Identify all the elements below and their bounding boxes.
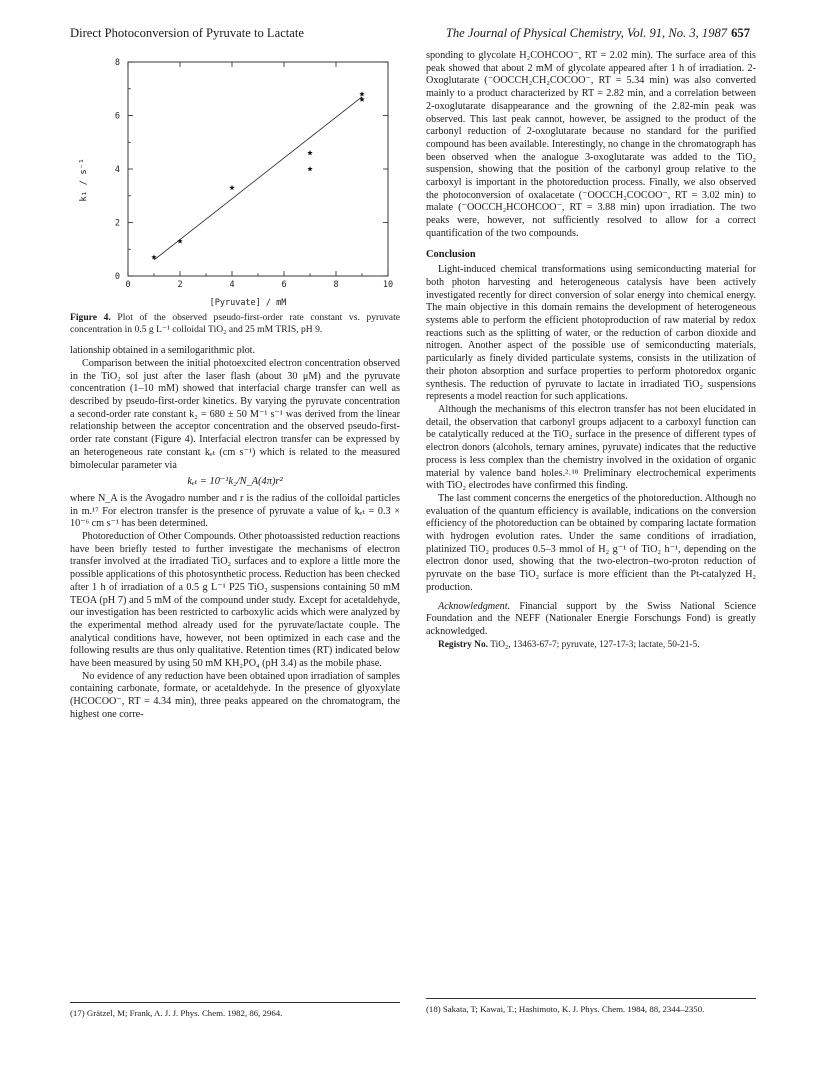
- data-point: [307, 166, 312, 171]
- running-title: Direct Photoconversion of Pyruvate to Lactate: [70, 26, 304, 40]
- star-marker: [307, 166, 312, 171]
- equation: kₑₜ = 10⁻¹k₂/N_A(4π)r²: [187, 476, 283, 488]
- journal-citation: [446, 26, 750, 41]
- data-point: [307, 150, 312, 155]
- paragraph: The last comment concerns the energetics of the photoreduction. Although no evaluation of the quantum efficiency is available, indications on the conversion efficiency of the photoreduction can be obtained by comparing lactate formation with hydrogen evolution rates. Under the same conditions of irradiation, platinized TiO₂ produces 0.5–3 mmol of H₂ g⁻¹ of TiO₂ h⁻¹, depending on the electron donor used, showing that the two-electron–two-proton reduction of pyruvate on the base TiO₂ surface is more efficient than the Pt-catalyzed H₂ production.: [426, 492, 756, 593]
- registry-label: Registry No.: [438, 639, 488, 650]
- regression-line: [154, 97, 362, 260]
- journal-name: The Journal of Physical Chemistry, Vol. 91, No. 3, 1987: [445, 26, 728, 40]
- star-marker: [229, 185, 234, 190]
- figure-caption: [70, 312, 400, 335]
- x-tick-label: 10: [382, 280, 394, 290]
- running-header: [70, 26, 750, 42]
- figure-caption-label: Figure 4.: [70, 312, 111, 323]
- acknowledgment: [426, 601, 756, 639]
- rate-constant-chart: [70, 50, 400, 312]
- paragraph: Photoreduction of Other Compounds. Other photoassisted reduction reactions have been briefly tested to further investigate the mechanisms of electron transfer involved at the irradiated TiO₂ surfaces and to explore a little more the possible applications of this photosynthetic process. Reduction has been checked after 1 h of irradiation of a 0.5 g L⁻¹ P25 TiO₂ suspensions containing 50 mM TEOA (pH 7) and 5 mM of the compound under study. Except for acetaldehyde, our investigation has been restricted to carboxylic acids which were analyzed by the experimental method already used for the pyruvate/lactate couple. The analytical conditions have, however, not been optimized in each case and the following results are thus only qualitative. Retention times (RT) indicated below have been measured by using 50 mM KH₂PO₄ (pH 3.4) as the mobile phase.: [70, 531, 400, 670]
- x-tick-label: 6: [281, 280, 287, 290]
- y-axis-label: k₁ / s⁻¹: [79, 158, 89, 202]
- paragraph: No evidence of any reduction have been obtained upon irradiation of samples containing carbonate, formate, or acetaldehyde. In the presence of glyoxylate (HCOCOO⁻, RT = 4.34 min), three peaks appeared on the chromatogram, the highest one corre-: [70, 670, 400, 720]
- footnote-rule-right: [426, 998, 756, 999]
- chart-ticks: [115, 58, 393, 290]
- chart-axes: [128, 62, 388, 276]
- registry-text: TiO₂, 13463-67-7; pyruvate, 127-17-3; lactate, 50-21-5.: [490, 639, 700, 650]
- paragraph: Although the mechanisms of this electron transfer has not been elucidated in detail, the observation that carbonyl groups adjacent to a carboxyl function can be catalytically reduced at the TiO₂ surface in the presence of different types of electron donors (alcohols, ternary amines, pyruvate) indicates that the reductive process is less complex than the chemistry involved in the oxidation of organic material by valence band holes.²˒¹⁸ Preliminary electrochemical experiments with TiO₂ electrodes have confirmed this finding.: [426, 403, 756, 492]
- fit-line: [154, 97, 362, 260]
- x-tick-label: 2: [177, 280, 183, 290]
- data-point: [229, 185, 234, 190]
- paragraph: sponding to glycolate H₂COHCOO⁻, RT = 2.02 min). The surface area of this peak showed that about 2 mM of glycolate appeared after 1 h of irradiation. 2-Oxoglutarate (⁻OOCCH₂CH₂COCOO⁻, RT = 5.34 min) was also converted mainly to a product characterized by RT = 2.82 min, and a correlation between 2-oxoglutarate disappearance and the growning of the 2.82-min peak was observed. This last peak cannot, however, be assigned to the product of the carbonyl reduction of 2-oxoglutarate because no standard for the purified compound has been available. Interestingly, no change in the chromatograph has been observed when the analogue 3-oxoglutarate was added to the TiO₂ suspension, showing that the position of the carbonyl group relative to the carboxyl is important in the photoreduction process. Finally, we also observed the photoconversion of oxalacetate (⁻OOCCH₂COCOO⁻, RT = 3.02 min) to malate (⁻OOCCH₂HCOHCOO⁻, RT = 3.88 min) upon irradiation. The two peaks were, however, not sufficiently resolved to allow for a correct quantification of the two compounds.: [426, 50, 756, 239]
- page-number: 657: [731, 26, 750, 40]
- star-marker: [307, 150, 312, 155]
- paragraph: lationship obtained in a semilogarithmic plot.: [70, 345, 256, 357]
- x-tick-label: 8: [333, 280, 339, 290]
- star-marker: [359, 91, 364, 96]
- acknowledgment-text: Financial support by the Swiss National Science Foundation and the NEFF (Nationaler Energie Forschungs Fond) is greatly acknowledged.: [426, 600, 756, 637]
- y-tick-label: 2: [114, 218, 120, 229]
- data-point: [177, 238, 182, 243]
- section-heading: Conclusion: [426, 248, 476, 260]
- x-tick-label: 0: [125, 280, 131, 290]
- footnote-18: (18) Sakata, T; Kawai, T.; Hashimoto, K. J. Phys. Chem. 1984, 88, 2344–2350.: [426, 1004, 705, 1014]
- x-axis-label: [Pyruvate] / mM: [209, 298, 287, 308]
- footnote-rule-left: [70, 1002, 400, 1003]
- star-marker: [177, 238, 182, 243]
- acknowledgment-label: Acknowledgment.: [438, 600, 511, 612]
- data-point: [359, 91, 364, 96]
- data-points: [151, 91, 364, 259]
- paragraph: where N_A is the Avogadro number and r is the radius of the colloidal particles in m.¹⁷ For electron transfer is the presence of pyruvate a value of kₑₜ = 0.3 × 10⁻⁶ cm s⁻¹ has been determined.: [70, 492, 400, 530]
- paragraph: Comparison between the initial photoexcited electron concentration observed in the TiO₂ sol just after the laser flash (about 30 μM) and the pyruvate concentration (1–10 mM) showed that interfacial charge transfer can well as described by pseudo-first-order kinetics. By varying the pyruvate concentration a second-order rate constant k₂ = 680 ± 50 M⁻¹ s⁻¹ was derived from the linear relationship between the acceptor concentration and the observed pseudo-first-order rate constant (Figure 4). Interfacial electron transfer can be expressed by an heterogeneous rate constant kₑₜ (cm s⁻¹) which is related to the measured bimolecular parameter via: [70, 357, 400, 471]
- plot-frame: [128, 62, 388, 276]
- figure-4: [70, 50, 400, 312]
- paragraph: Light-induced chemical transformations using semiconducting material for both photon harvesting and heterogeneous catalysis have been actively investigated recently for direct conversion of solar energy into chemical energy. The main objective in this domain remains the development of heterogeneous systems able to perform the efficient photoproduction of raw material by redox reactions such as the splitting of water, or the reduction of carbon dioxide and nitrogen. Another aspect of the possible use of semiconducting materials, particularly as finely divided particulate systems, consists in the utilization of their photon absorption and surface properties to perform photoredox organic synthesis. The reduction of pyruvate to lactate in irradiated TiO₂ suspensions represents a model reaction for such applications.: [426, 264, 756, 403]
- y-tick-label: 8: [114, 58, 120, 68]
- figure-caption-text: Plot of the observed pseudo-first-order rate constant vs. pyruvate concentration in 0.5 g L⁻¹ colloidal TiO₂ and 25 mM TRIS, pH 9.: [70, 312, 400, 335]
- y-tick-label: 0: [114, 272, 120, 282]
- right-column: [426, 50, 756, 651]
- left-column: [70, 50, 400, 722]
- x-tick-label: 4: [229, 280, 235, 290]
- footnote-17: (17) Grätzel, M; Frank, A. J. J. Phys. Chem. 1982, 86, 2964.: [70, 1008, 283, 1018]
- star-marker: [359, 97, 364, 102]
- data-point: [359, 97, 364, 102]
- registry: [426, 639, 756, 652]
- y-tick-label: 6: [114, 111, 120, 122]
- y-tick-label: 4: [114, 165, 120, 175]
